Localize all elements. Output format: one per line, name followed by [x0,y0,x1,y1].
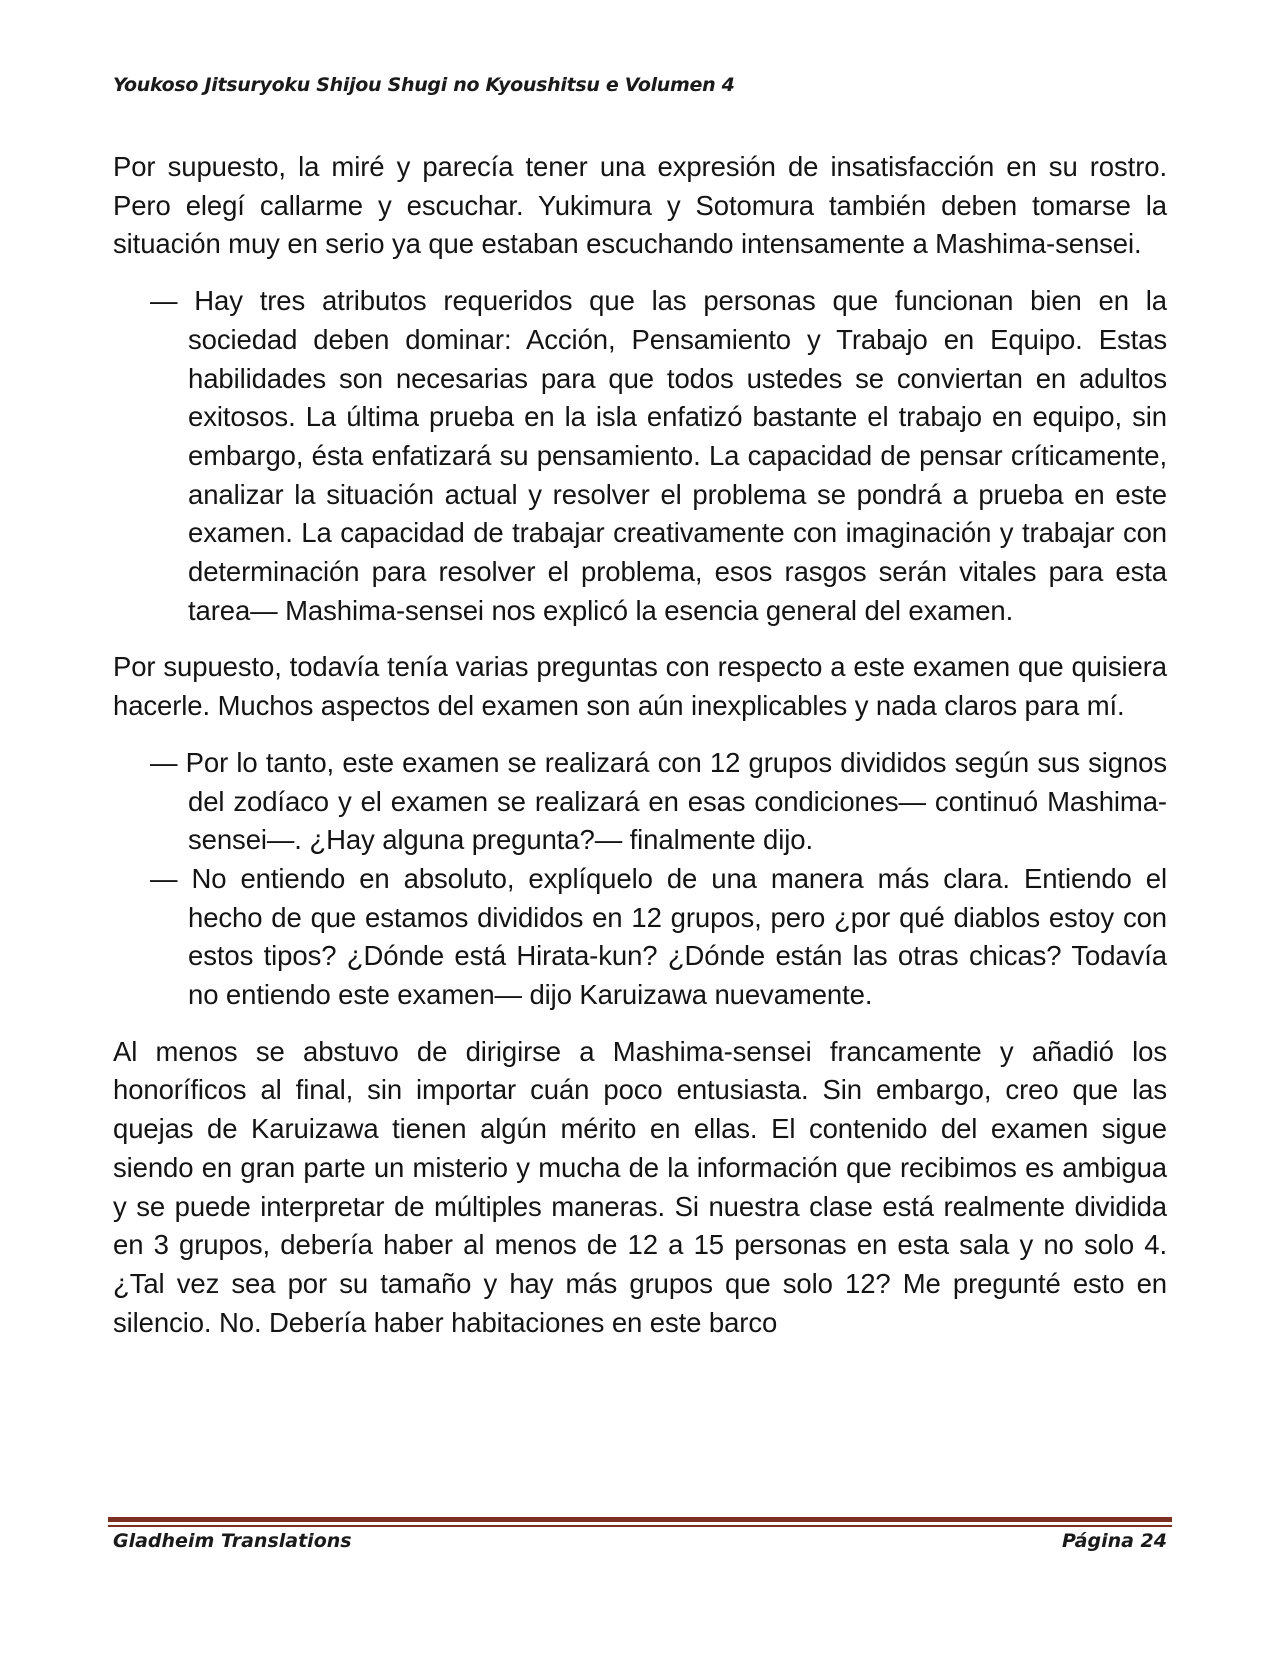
paragraph-3: Al menos se abstuvo de dirigirse a Mashima-sensei francamente y añadió los honoríficos al final, sin importar cuán poco entusiasta. Sin embargo, creo que las quejas de Karuizawa tienen algún mérito en ellas. El contenido del examen sigue siendo en gran parte un misterio y mucha de la información que recibimos es ambigua y se puede interpretar de múltiples maneras. Si nuestra clase está realmente dividida en 3 grupos, debería haber al menos de 12 a 15 personas en esta sala y no solo 4. ¿Tal vez sea por su tamaño y hay más grupos que solo 12? Me pregunté esto en silencio. No. Debería haber habitaciones en este barco [113,1035,1167,1338]
dialogue-block-1 [113,282,1167,630]
dialogue-line-2: — Por lo tanto, este examen se realizará con 12 grupos divididos según sus signos del zodíaco y el examen se realizará en esas condiciones— continuó Mashima-sensei—. ¿Hay alguna pregunta?— finalmente dijo. [150,746,1167,856]
footer-page-number: Página 24 [1061,1530,1167,1552]
page-body [113,148,1167,1360]
dialogue-block-2 [113,744,1167,1015]
footer-translator-credit: Gladheim Translations [113,1530,352,1552]
dialogue-line-1: — Hay tres atributos requeridos que las personas que funcionan bien en la sociedad deben dominar: Acción, Pensamiento y Trabajo en Equipo. Estas habilidades son necesarias para que todos ustedes se conviertan en adultos exitosos. La última prueba en la isla enfatizó bastante el trabajo en equipo, sin embargo, ésta enfatizará su pensamiento. La capacidad de pensar críticamente, analizar la situación actual y resolver el problema se pondrá a prueba en este examen. La capacidad de trabajar creativamente con imaginación y trabajar con determinación para resolver el problema, esos rasgos serán vitales para esta tarea— Mashima-sensei nos explicó la esencia general del examen. [150,285,1167,626]
paragraph-2: Por supuesto, todavía tenía varias preguntas con respecto a este examen que quisiera hacerle. Muchos aspectos del examen son aún inexplicables y nada claros para mí. [113,651,1167,722]
dialogue-line-3: — No entiendo en absoluto, explíquelo de una manera más clara. Entiendo el hecho de que estamos divididos en 12 grupos, pero ¿por qué diablos estoy con estos tipos? ¿Dónde está Hirata-kun? ¿Dónde están las otras chicas? Todavía no entiendo este examen— dijo Karuizawa nuevamente. [150,862,1167,1011]
footer-rule-thin [108,1525,1172,1527]
footer-rule-thick [108,1517,1172,1522]
running-header: Youkoso Jitsuryoku Shijou Shugi no Kyoushitsu e Volumen 4 [113,74,735,96]
paragraph-1: Por supuesto, la miré y parecía tener una expresión de insatisfacción en su rostro. Pero elegí callarme y escuchar. Yukimura y Sotomura también deben tomarse la situación muy en serio ya que estaban escuchando intensamente a Mashima-sensei. [113,151,1167,260]
